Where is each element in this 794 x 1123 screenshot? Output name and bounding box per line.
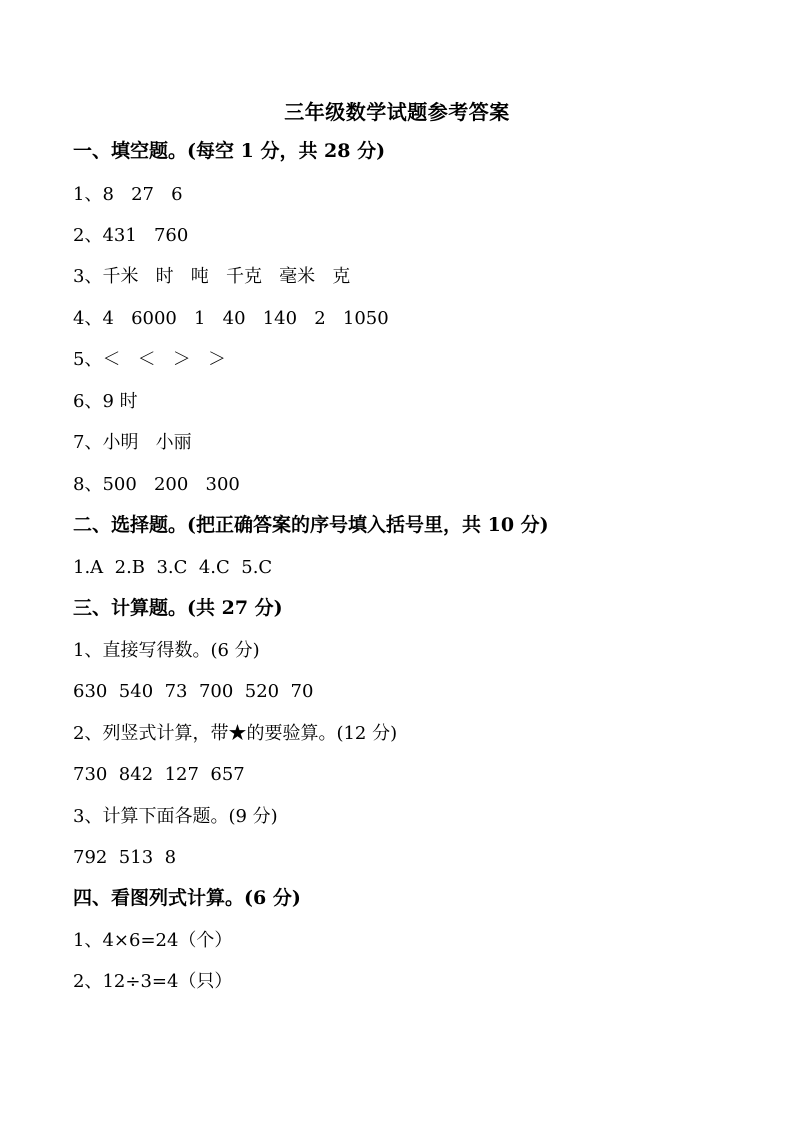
section-heading-fill-in: 一、填空题。(每空 1 分，共 28 分) xyxy=(73,140,386,162)
answer-line: 2、12÷3=4（只） xyxy=(73,971,233,992)
answer-line: 792 513 8 xyxy=(73,847,177,868)
answer-line: 3、千米 时 吨 千克 毫米 克 xyxy=(73,266,351,287)
answer-line: 2、431 760 xyxy=(73,225,189,246)
section-heading-multiple-choice: 二、选择题。(把正确答案的序号填入括号里，共 10 分) xyxy=(73,514,549,536)
answer-line: 630 540 73 700 520 70 xyxy=(73,681,314,702)
answer-line: 4、4 6000 1 40 140 2 1050 xyxy=(73,308,389,329)
answer-line: 7、小明 小丽 xyxy=(73,432,192,453)
answer-line: 1、4×6=24（个） xyxy=(73,930,233,951)
answer-line: 2、列竖式计算，带★的要验算。(12 分) xyxy=(73,723,398,744)
answer-line: 1、直接写得数。(6 分) xyxy=(73,640,260,661)
answer-line: 8、500 200 300 xyxy=(73,474,240,495)
answer-line: 1.A 2.B 3.C 4.C 5.C xyxy=(73,557,273,578)
answer-line: 1、8 27 6 xyxy=(73,184,183,205)
section-heading-picture-calculation: 四、看图列式计算。(6 分) xyxy=(73,887,301,909)
section-heading-calculation: 三、计算题。(共 27 分) xyxy=(73,597,283,619)
answer-line: 6、9 时 xyxy=(73,391,138,412)
answer-line: 5、＜ ＜ ＞ ＞ xyxy=(73,349,226,370)
answer-line: 730 842 127 657 xyxy=(73,764,245,785)
page-title: 三年级数学试题参考答案 xyxy=(284,100,510,124)
answer-line: 3、计算下面各题。(9 分) xyxy=(73,806,278,827)
